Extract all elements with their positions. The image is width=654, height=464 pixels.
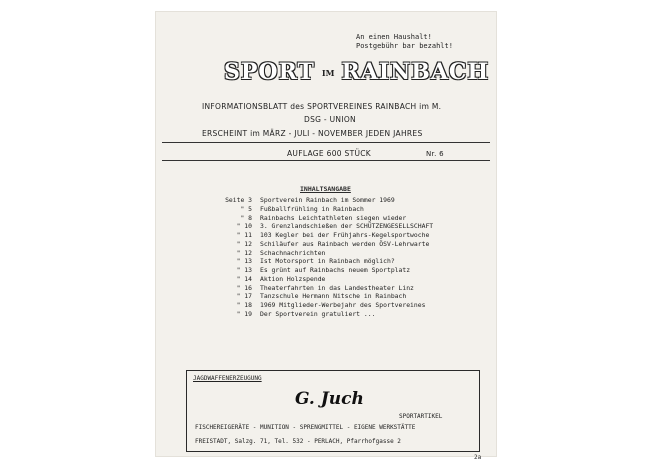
ad-products: FISCHEREIGERÄTE - MUNITION - SPRENGMITTEL - EIGENE WERKSTÄTTE xyxy=(195,424,416,431)
toc-row xyxy=(212,284,433,293)
toc-page-number: " 11 xyxy=(236,231,252,239)
toc-topic: Tanzschule Hermann Nitsche in Rainbach xyxy=(260,292,407,301)
toc-topic: Fußballfrühling in Rainbach xyxy=(260,204,364,213)
postal-notice-line2: Postgebühr bar bezahlt! xyxy=(356,42,453,50)
toc-heading: INHALTSANGABE xyxy=(300,185,351,193)
toc-page-number: " 12 xyxy=(236,239,252,248)
toc-topic: Aktion Holzspende xyxy=(260,274,326,283)
toc-page-number: " 18 xyxy=(236,301,252,309)
toc-page-number: " 17 xyxy=(236,292,252,301)
ad-header: JAGDWAFFENERZEUGUNG xyxy=(193,375,262,382)
toc-row xyxy=(212,205,433,214)
toc-page-number: " 12 xyxy=(236,248,252,257)
toc-row xyxy=(212,196,433,205)
toc-page-number: Seite 3 xyxy=(225,196,252,204)
ad-sportartikel: SPORTARTIKEL xyxy=(399,413,443,420)
toc-page-number: " 19 xyxy=(236,309,252,318)
issue-number: Nr. 6 xyxy=(426,150,444,158)
title-sport: SPORT xyxy=(224,59,315,85)
toc-row xyxy=(212,310,433,319)
toc-page-number: " 16 xyxy=(236,283,252,292)
masthead-title xyxy=(224,59,490,85)
toc-row xyxy=(212,292,433,301)
masthead-schedule: ERSCHEINT im MÄRZ - JULI - NOVEMBER JEDEN JAHRES xyxy=(202,129,423,138)
toc-topic: Theaterfahrten in das Landestheater Linz xyxy=(260,283,414,292)
toc-topic: Schachnachrichten xyxy=(260,248,326,257)
toc-topic: 103 Kegler bei der Frühjahrs-Kegelsportwoche xyxy=(260,231,430,239)
masthead-union: DSG - UNION xyxy=(304,115,356,124)
toc-page-number: " 5 xyxy=(240,204,252,213)
toc-row xyxy=(212,301,433,310)
toc-page-number: " 14 xyxy=(236,274,252,283)
toc-page-number: " 8 xyxy=(240,213,252,222)
circulation-label: AUFLAGE 600 STÜCK xyxy=(287,149,372,158)
toc-topic: Ist Motorsport in Rainbach möglich? xyxy=(260,257,395,266)
title-rainbach: RAINBACH xyxy=(341,59,490,85)
title-im: IM xyxy=(321,68,335,78)
masthead-subtitle: INFORMATIONSBLATT des SPORTVEREINES RAINBACH im M. xyxy=(202,102,442,111)
toc-row xyxy=(212,249,433,258)
toc-page-number: " 10 xyxy=(236,222,252,231)
toc-row xyxy=(212,275,433,284)
toc-row xyxy=(212,231,433,240)
table-of-contents xyxy=(212,196,433,319)
ad-logo: G. Juch xyxy=(295,389,364,409)
toc-row xyxy=(212,257,433,266)
toc-page-number: " 13 xyxy=(236,266,252,274)
toc-row xyxy=(212,214,433,223)
toc-row xyxy=(212,222,433,231)
toc-topic: Der Sportverein gratuliert ... xyxy=(260,309,376,318)
toc-row xyxy=(212,266,433,275)
advertisement-box xyxy=(186,370,480,452)
toc-topic: Sportverein Rainbach im Sommer 1969 xyxy=(260,196,395,204)
newsletter-page xyxy=(156,12,496,461)
toc-topic: 3. Grenzlandschießen der SCHÜTZENGESELLSCHAFT xyxy=(260,222,434,231)
toc-topic: Es grünt auf Rainbachs neuem Sportplatz xyxy=(260,266,411,274)
divider-bottom xyxy=(162,160,490,161)
ad-address: FREISTADT, Salzg. 71, Tel. 532 - PERLACH, Pfarrhofgasse 2 xyxy=(195,438,401,445)
toc-topic: Schiläufer aus Rainbach werden ÖSV-Lehrwarte xyxy=(260,239,430,248)
divider-top xyxy=(162,142,490,143)
postal-notice-line1: An einen Haushalt! xyxy=(356,33,432,41)
toc-topic: 1969 Mitglieder-Werbejahr des Sportvereines xyxy=(260,301,426,309)
toc-topic: Rainbachs Leichtathleten siegen wieder xyxy=(260,213,407,222)
toc-page-number: " 13 xyxy=(236,257,252,266)
toc-row xyxy=(212,240,433,249)
page-mark: 2a xyxy=(474,454,482,461)
